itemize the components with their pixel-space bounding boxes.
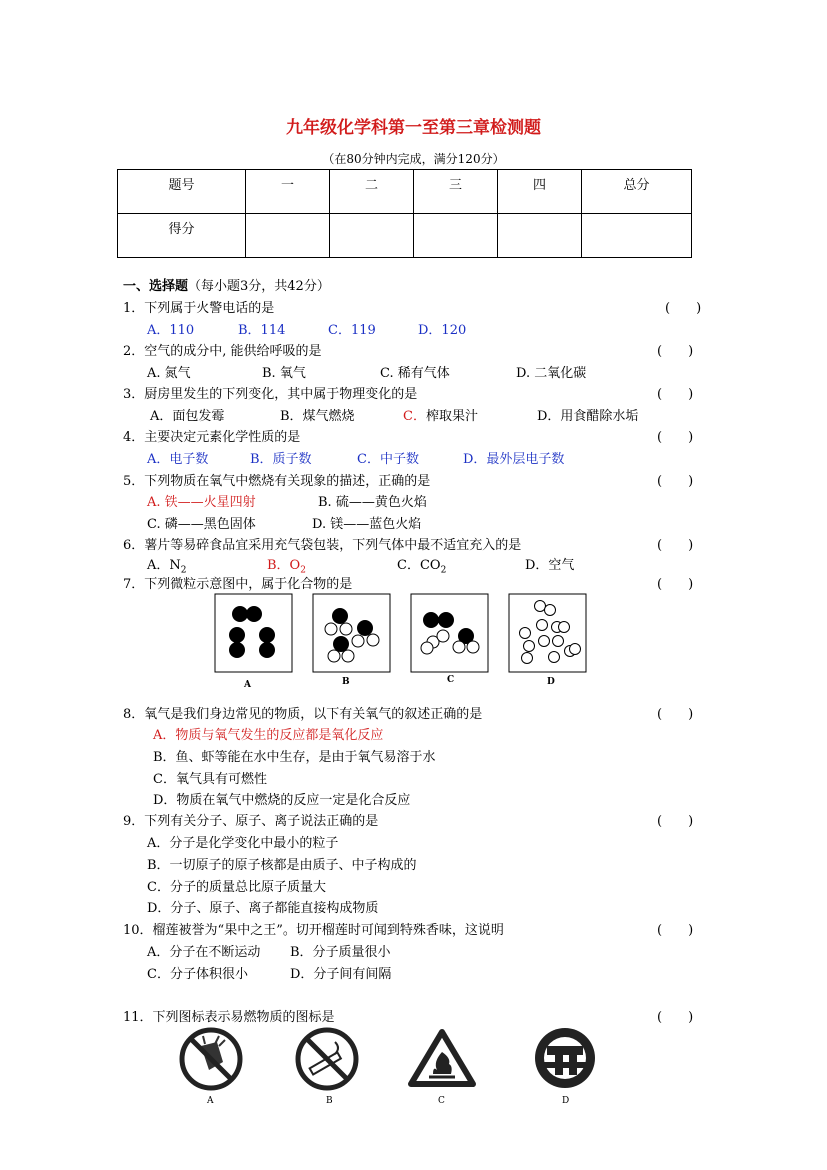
answer-blank[interactable]: ( )	[665, 301, 702, 316]
q8-option-b[interactable]: B．鱼、虾等能在水中生存，是由于氧气易溶于水	[153, 750, 436, 765]
question-2-stem: 2．空气的成分中, 能供给呼吸的是	[123, 344, 322, 359]
q8-option-d[interactable]: D．物质在氧气中燃烧的反应一定是化合反应	[153, 793, 411, 808]
question-9-stem: 9．下列有关分子、原子、离子说法正确的是	[123, 814, 379, 829]
diagram-label-d: D	[547, 677, 555, 687]
answer-blank[interactable]: ( )	[657, 577, 694, 592]
q10-option-d[interactable]: D．分子间有间隔	[290, 967, 392, 982]
q5-option-b[interactable]: B. 硫——黄色火焰	[318, 495, 427, 510]
q3-option-d[interactable]: D．用食醋除水垢	[537, 409, 639, 424]
safety-signs	[175, 1022, 615, 1102]
page-subtitle: （在80分钟内完成，满分120分）	[322, 152, 505, 166]
sign-label-b: B	[326, 1096, 333, 1106]
answer-blank[interactable]: ( )	[657, 430, 694, 445]
question-3-stem: 3．厨房里发生的下列变化，其中属于物理变化的是	[123, 387, 418, 402]
score-cell[interactable]	[246, 214, 330, 258]
q9-option-d[interactable]: D．分子、原子、离子都能直接构成物质	[147, 901, 379, 916]
answer-blank[interactable]: ( )	[657, 1010, 694, 1025]
question-7-stem: 7．下列微粒示意图中，属于化合物的是	[123, 577, 353, 592]
molecule-box-d[interactable]	[509, 594, 586, 672]
answer-blank[interactable]: ( )	[657, 707, 694, 722]
q4-option-a[interactable]: A．电子数	[147, 452, 209, 467]
molecule-box-c[interactable]	[411, 594, 488, 672]
score-cell[interactable]	[498, 214, 582, 258]
no-smoking-icon[interactable]	[298, 1030, 356, 1088]
q5-option-c[interactable]: C. 磷——黑色固体	[147, 517, 256, 532]
answer-blank[interactable]: ( )	[657, 387, 694, 402]
question-10-stem: 10．榴莲被誉为“果中之王”。切开榴莲时可闻到特殊香味，这说明	[123, 923, 504, 938]
score-cell[interactable]	[414, 214, 498, 258]
diagram-label-c: C	[447, 675, 455, 685]
q10-option-c[interactable]: C．分子体积很小	[147, 967, 248, 982]
q2-option-c[interactable]: C. 稀有气体	[380, 366, 450, 381]
score-table-score-row	[118, 214, 692, 258]
diagram-label-b: B	[342, 677, 350, 687]
q2-option-a[interactable]: A. 氮气	[147, 366, 191, 381]
sign-label-c: C	[438, 1096, 445, 1106]
question-6-stem: 6．薯片等易碎食品宜采用充气袋包装，下列气体中最不适宜充入的是	[123, 538, 522, 553]
header-cell: 二	[330, 170, 414, 214]
q10-option-b[interactable]: B．分子质量很小	[290, 945, 391, 960]
sign-label-d: D	[562, 1096, 570, 1106]
answer-blank[interactable]: ( )	[657, 344, 694, 359]
question-8-stem: 8．氧气是我们身边常见的物质，以下有关氧气的叙述正确的是	[123, 707, 483, 722]
q5-option-d[interactable]: D. 镁——蓝色火焰	[312, 517, 422, 532]
score-cell[interactable]	[582, 214, 692, 258]
row-label: 得分	[118, 214, 246, 258]
header-cell: 一	[246, 170, 330, 214]
q8-option-c[interactable]: C．氧气具有可燃性	[153, 772, 267, 787]
header-cell: 题号	[118, 170, 246, 214]
q9-option-b[interactable]: B．一切原子的原子核都是由质子、中子构成的	[147, 858, 417, 873]
answer-blank[interactable]: ( )	[657, 538, 694, 553]
q2-option-b[interactable]: B. 氧气	[262, 366, 306, 381]
molecule-box-a[interactable]	[215, 594, 292, 672]
q8-option-a[interactable]: A．物质与氧气发生的反应都是氧化反应	[153, 728, 384, 743]
flammable-icon[interactable]	[411, 1032, 473, 1084]
no-fireworks-icon[interactable]	[182, 1030, 240, 1088]
section-heading: 一、选择题（每小题3分，共42分）	[123, 279, 330, 294]
recycle-sign-icon[interactable]	[535, 1028, 595, 1088]
q9-option-c[interactable]: C．分子的质量总比原子质量大	[147, 880, 326, 895]
q1-option-b[interactable]: B．114	[238, 323, 286, 338]
q3-option-a[interactable]: A．面包发霉	[150, 409, 225, 424]
header-cell: 三	[414, 170, 498, 214]
molecule-box-b[interactable]	[313, 594, 390, 672]
score-table-header-row	[118, 170, 692, 214]
q5-option-a[interactable]: A. 铁——火星四射	[147, 495, 256, 510]
q1-option-d[interactable]: D．120	[418, 323, 467, 338]
q4-option-d[interactable]: D．最外层电子数	[463, 452, 565, 467]
q10-option-a[interactable]: A．分子在不断运动	[147, 945, 261, 960]
question-1-stem: 1．下列属于火警电话的是	[123, 301, 275, 316]
answer-blank[interactable]: ( )	[657, 923, 694, 938]
molecule-diagrams	[213, 592, 593, 692]
q1-option-c[interactable]: C．119	[328, 323, 376, 338]
answer-blank[interactable]: ( )	[657, 814, 694, 829]
q6-option-d[interactable]: D．空气	[525, 558, 575, 573]
question-4-stem: 4．主要决定元素化学性质的是	[123, 430, 301, 445]
sign-label-a: A	[207, 1096, 214, 1106]
question-5-stem: 5．下列物质在氧气中燃烧有关现象的描述，正确的是	[123, 474, 431, 489]
diagram-label-a: A	[244, 680, 251, 690]
answer-blank[interactable]: ( )	[657, 474, 694, 489]
header-cell: 总分	[582, 170, 692, 214]
score-table	[117, 169, 692, 258]
q1-option-a[interactable]: A．110	[147, 323, 195, 338]
q6-option-b[interactable]: B．$O_2$	[267, 558, 306, 576]
q2-option-d[interactable]: D. 二氧化碳	[516, 366, 587, 381]
question-11-stem: 11．下列图标表示易燃物质的图标是	[123, 1010, 335, 1025]
score-cell[interactable]	[330, 214, 414, 258]
header-cell: 四	[498, 170, 582, 214]
q3-option-b[interactable]: B．煤气燃烧	[280, 409, 355, 424]
q6-option-a[interactable]: A．$N_2$	[147, 558, 187, 576]
q6-option-c[interactable]: C．$CO_2$	[397, 558, 447, 576]
q4-option-b[interactable]: B．质子数	[250, 452, 312, 467]
page-title: 九年级化学科第一至第三章检测题	[286, 118, 541, 138]
q9-option-a[interactable]: A．分子是化学变化中最小的粒子	[147, 836, 339, 851]
q4-option-c[interactable]: C．中子数	[357, 452, 419, 467]
q3-option-c[interactable]: C．榨取果汁	[403, 409, 478, 424]
